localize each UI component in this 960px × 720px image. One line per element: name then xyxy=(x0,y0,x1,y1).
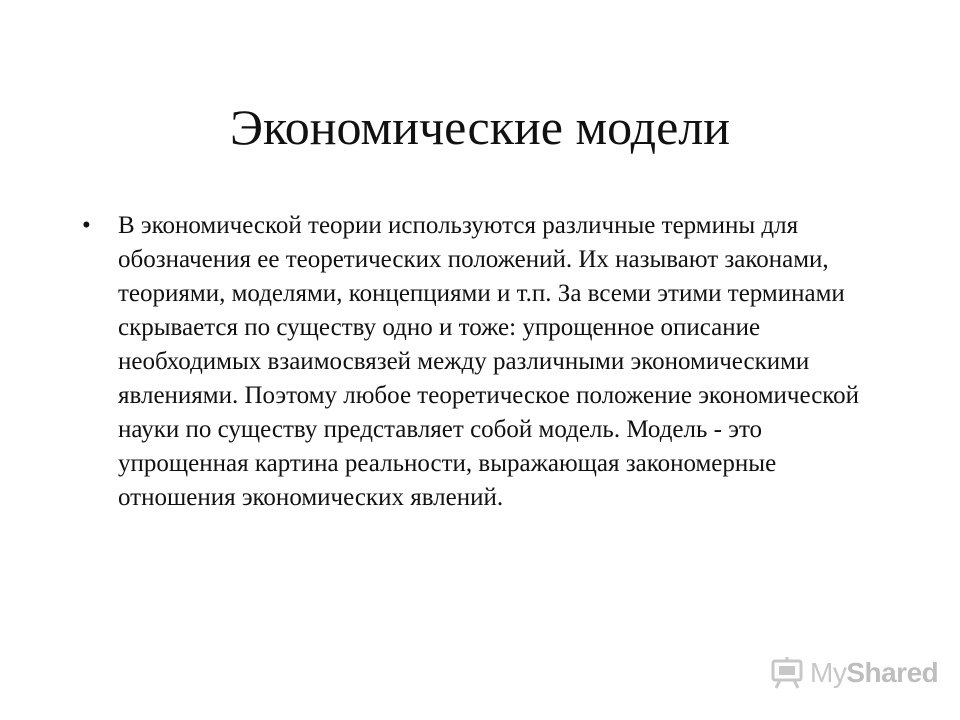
slide-title: Экономические модели xyxy=(229,99,731,155)
slide-content xyxy=(82,209,882,515)
bullet-text: В экономической теории используются различные термины для обозначения ее теоретических положений. Их называют законами, теориями, моделями, концепциями и т.п. За всеми этими терминами скрывается по существу одно и тоже: упрощенное описание необходимых взаимосвязей между различными экономическими явлениями. Поэтому любое теоретическое положение экономической науки по существу представляет собой модель. Модель - это упрощенная картина реальности, выражающая закономерные отношения экономических явлений. xyxy=(118,212,860,511)
bullet-item xyxy=(82,209,882,515)
watermark-text xyxy=(810,657,938,689)
bullet-marker: • xyxy=(82,212,91,239)
presentation-board-icon xyxy=(770,656,804,690)
myshared-watermark xyxy=(770,655,938,691)
watermark-shared: Shared xyxy=(846,657,939,688)
watermark-my: My xyxy=(810,657,847,688)
